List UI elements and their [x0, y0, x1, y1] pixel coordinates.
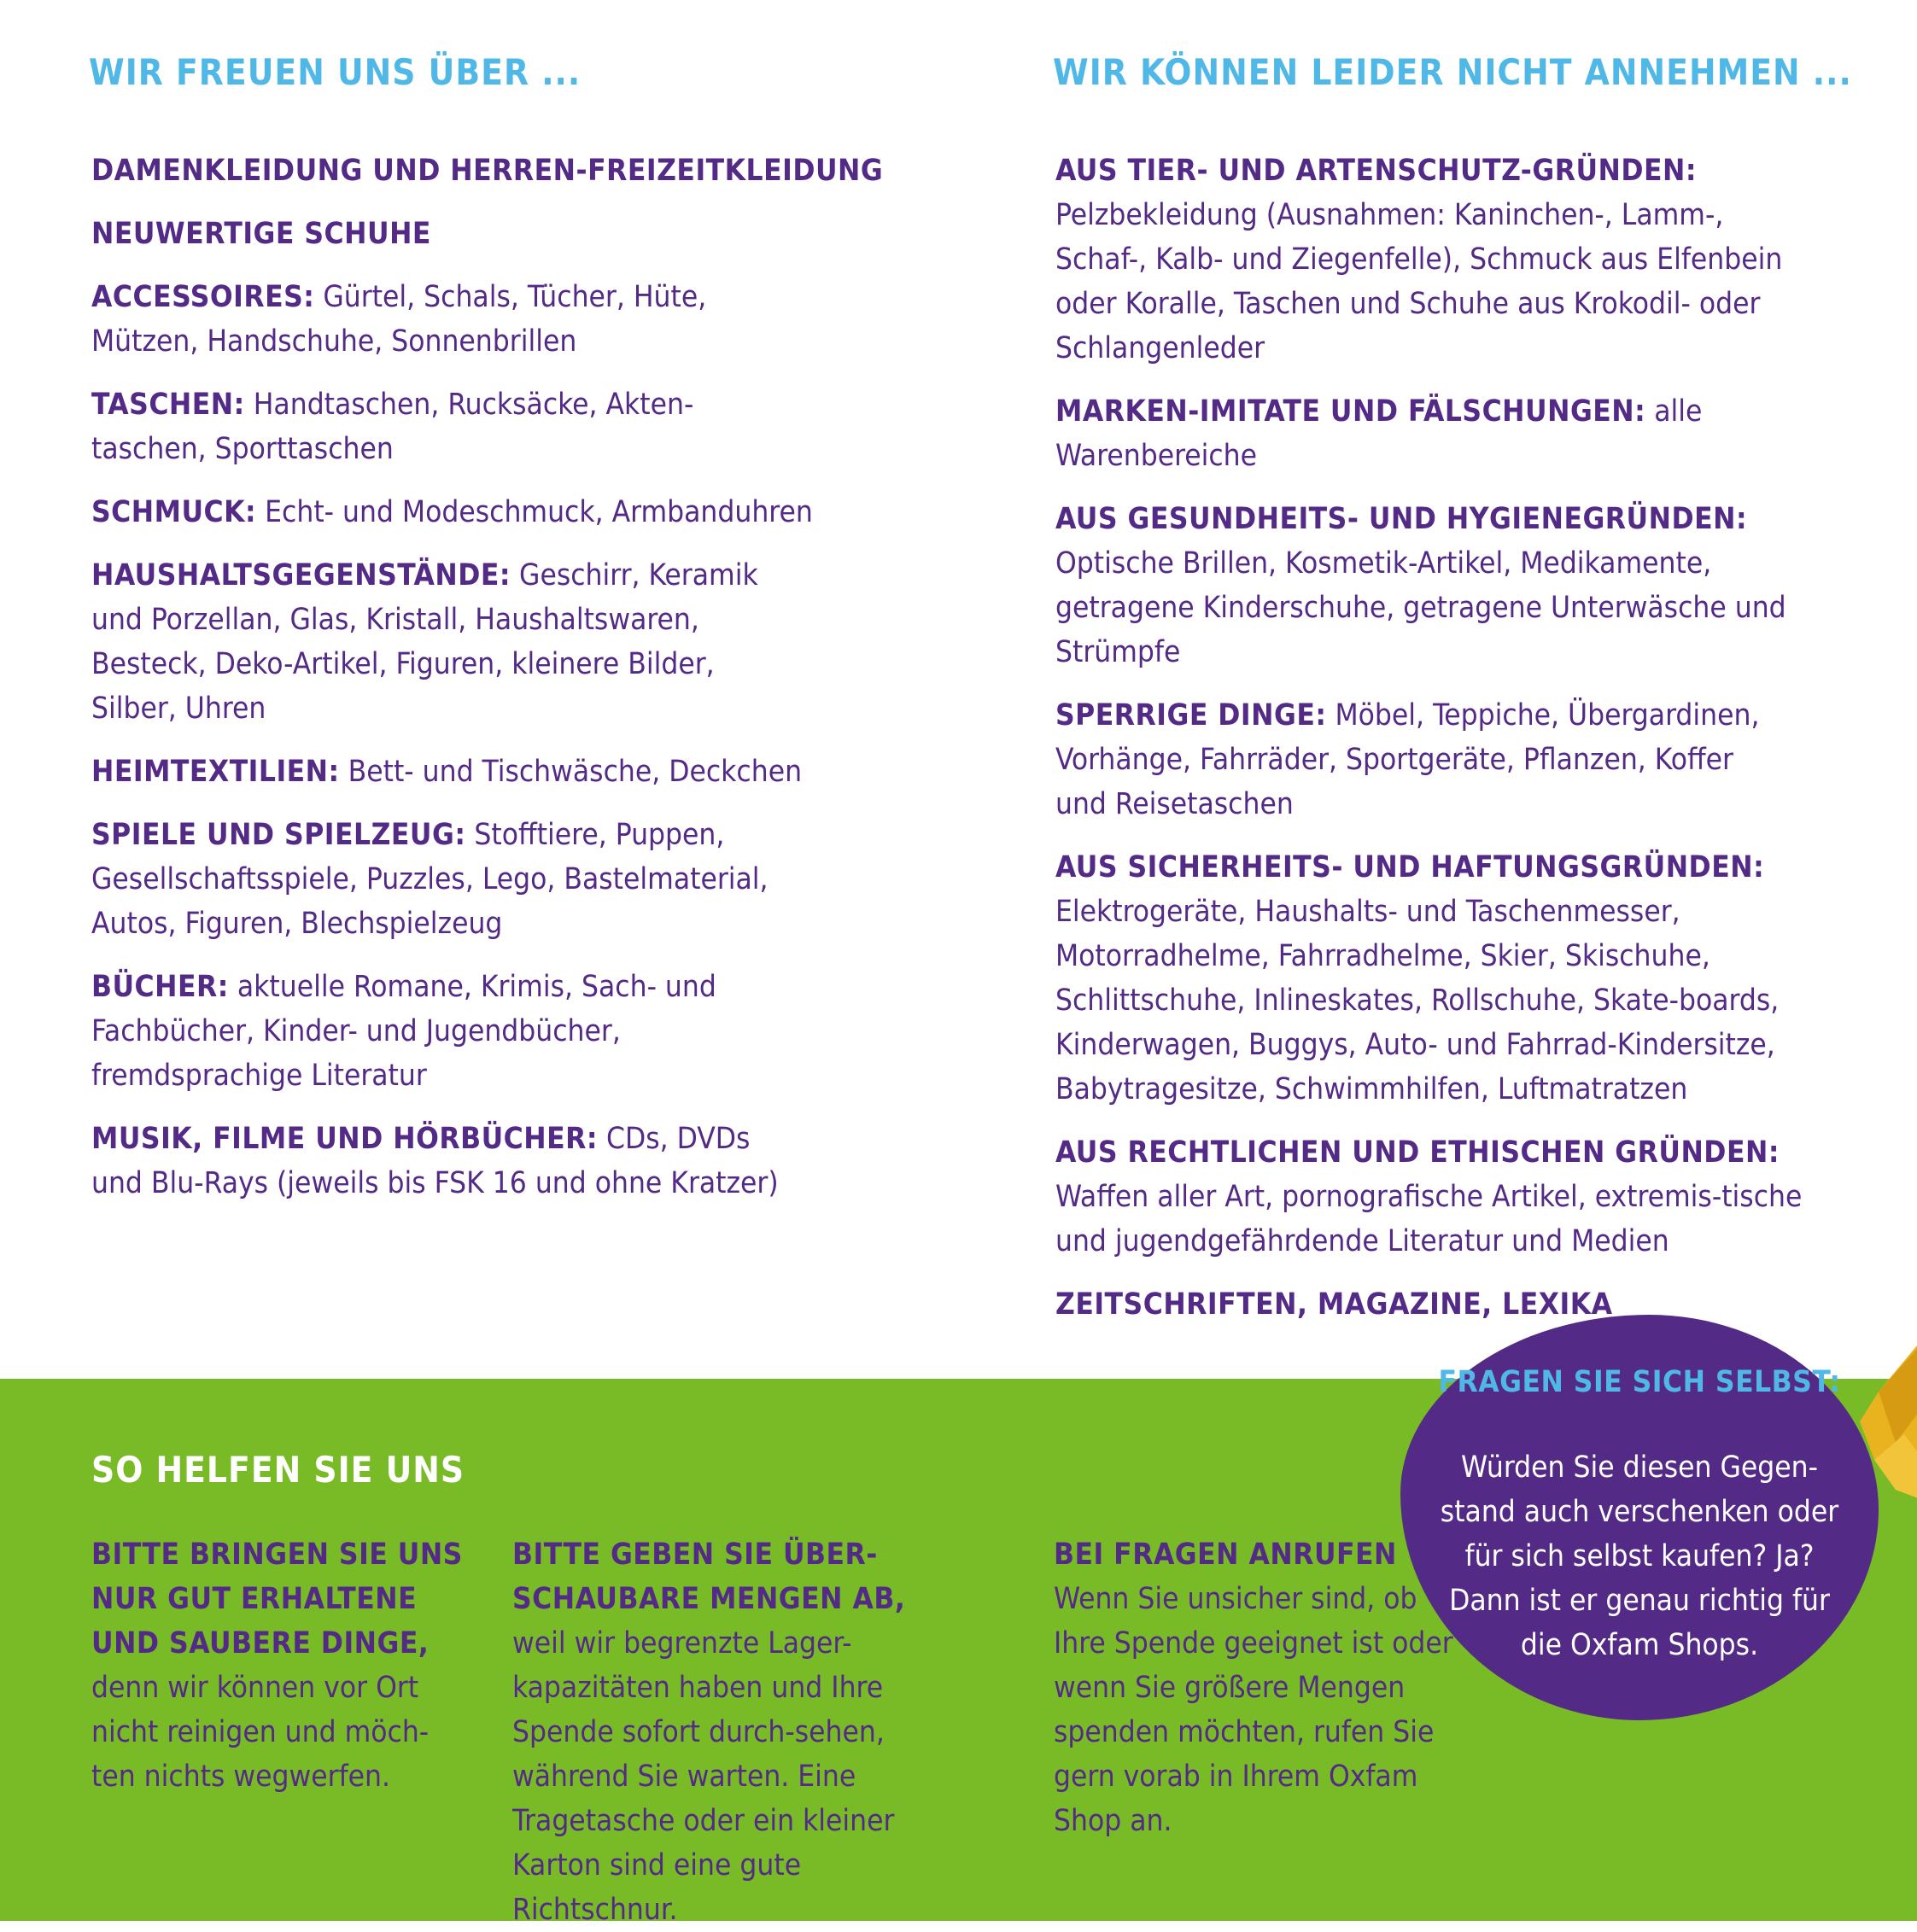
- item-label: MARKEN-IMITATE UND FÄLSCHUNGEN:: [1055, 394, 1646, 429]
- item-label: DAMENKLEIDUNG UND HERREN-FREIZEITKLEIDUNG: [91, 154, 884, 188]
- help-tip: [1054, 1532, 1464, 1843]
- item-label: AUS RECHTLICHEN UND ETHISCHEN GRÜNDEN:: [1055, 1135, 1780, 1170]
- item-label: AUS TIER- UND ARTENSCHUTZ-GRÜNDEN:: [1055, 154, 1697, 188]
- item-text: Geschirr, Keramik und Porzellan, Glas, Kristall, Haushaltswaren, Besteck, Deko-Artikel, Figuren, kleinere Bilder, Silber, Uhren: [91, 558, 758, 726]
- tip-label: BITTE BRINGEN SIE UNS NUR GUT ERHALTENE UND SAUBERE DINGE,: [91, 1538, 463, 1661]
- item-text: Gürtel, Schals, Tücher, Hüte, Mützen, Handschuhe, Sonnenbrillen: [91, 280, 707, 359]
- accepted-item: [91, 813, 860, 946]
- rejected-item: [1055, 1282, 1907, 1327]
- item-text: Waffen aller Art, pornografische Artikel, extremis-tische und jugendgefährdende Literatur und Medien: [1055, 1180, 1803, 1258]
- rejected-heading: WIR KÖNNEN LEIDER NICHT ANNEHMEN ...: [1053, 51, 1852, 93]
- item-text: Echt- und Modeschmuck, Armbanduhren: [256, 495, 813, 529]
- accepted-item: [91, 149, 960, 193]
- tip-text: denn wir können vor Ort nicht reinigen und möch-ten nichts wegwerfen.: [91, 1671, 430, 1794]
- accepted-item: [91, 382, 740, 471]
- item-label: ACCESSOIRES:: [91, 280, 315, 314]
- item-label: AUS GESUNDHEITS- UND HYGIENEGRÜNDEN:: [1055, 502, 1748, 536]
- rejected-item: [1055, 497, 1824, 674]
- rejected-items-column: [1053, 50, 1907, 1345]
- rejected-item: [1055, 1130, 1832, 1264]
- item-label: TASCHEN:: [91, 388, 245, 422]
- accepted-item: [91, 490, 960, 534]
- item-label: AUS SICHERHEITS- UND HAFTUNGSGRÜNDEN:: [1055, 850, 1765, 884]
- accepted-heading: WIR FREUEN UNS ÜBER ...: [89, 51, 582, 93]
- item-label: SPIELE UND SPIELZEUG:: [91, 818, 466, 852]
- accepted-item: [91, 965, 774, 1098]
- tip-label: BITTE GEBEN SIE ÜBER-SCHAUBARE MENGEN AB,: [512, 1538, 906, 1616]
- item-label: HEIMTEXTILIEN:: [91, 755, 340, 789]
- item-label: ZEITSCHRIFTEN, MAGAZINE, LEXIKA: [1055, 1287, 1613, 1322]
- help-tip: [91, 1532, 467, 1799]
- item-text: Handtaschen, Rucksäcke, Akten-taschen, Sporttaschen: [91, 388, 694, 466]
- item-text: Möbel, Teppiche, Übergardinen, Vorhänge, Fahrräder, Sportgeräte, Pflanzen, Koffer und Reisetaschen: [1055, 698, 1760, 821]
- rejected-item: [1055, 389, 1704, 478]
- bubble-title: FRAGEN SIE SICH SELBST:: [1438, 1365, 1841, 1399]
- tip-label: BEI FRAGEN ANRUFEN: [1054, 1538, 1397, 1572]
- accepted-item: [91, 275, 740, 364]
- accepted-item: [91, 750, 960, 794]
- accepted-items-column: [89, 50, 960, 1224]
- help-tip: [512, 1532, 914, 1932]
- question-bubble: [1400, 1315, 1879, 1720]
- item-text: alle Warenbereiche: [1055, 394, 1703, 473]
- item-text: Optische Brillen, Kosmetik-Artikel, Medikamente, getragene Kinderschuhe, getragene Unterwäsche und Strümpfe: [1055, 546, 1786, 669]
- item-text: Bett- und Tischwäsche, Deckchen: [339, 755, 803, 789]
- rejected-item: [1055, 149, 1790, 371]
- help-section-title: SO HELFEN SIE UNS: [91, 1449, 465, 1491]
- item-text: Stofftiere, Puppen, Gesellschaftsspiele, Puzzles, Lego, Bastelmaterial, Autos, Figuren, Blechspielzeug: [91, 818, 769, 941]
- item-text: Elektrogeräte, Haushalts- und Taschenmesser, Motorradhelme, Fahrradhelme, Skier, Skischuhe, Schlittschuhe, Inlineskates, Rollschuhe, Skate-boards, Kinderwagen, Buggys, Auto- und Fahrrad-Kindersitze, Babytragesitze, Schwimmhilfen, Luftmatratzen: [1055, 895, 1780, 1106]
- accepted-item: [91, 553, 792, 731]
- tip-text: Wenn Sie unsicher sind, ob Ihre Spende geeignet ist oder wenn Sie größere Mengen spenden möchten, rufen Sie gern vorab in Ihrem Oxfam Shop an.: [1054, 1582, 1453, 1838]
- item-text: CDs, DVDs und Blu-Rays (jeweils bis FSK 16 und ohne Kratzer): [91, 1122, 779, 1200]
- item-text: aktuelle Romane, Krimis, Sach- und Fachbücher, Kinder- und Jugendbücher, fremdsprachige Literatur: [91, 970, 716, 1093]
- item-text: Pelzbekleidung (Ausnahmen: Kaninchen-, Lamm-, Schaf-, Kalb- und Ziegenfelle), Schmuck aus Elfenbein oder Koralle, Taschen und Schuhe aus Krokodil- oder Schlangenleder: [1055, 198, 1783, 365]
- bubble-text: Würden Sie diesen Gegen-stand auch verschenken oder für sich selbst kaufen? Ja? Dann ist er genau richtig für die Oxfam Shops.: [1440, 1450, 1839, 1662]
- accepted-item: [91, 1117, 792, 1205]
- item-label: MUSIK, FILME UND HÖRBÜCHER:: [91, 1122, 598, 1156]
- accepted-item: [91, 212, 960, 256]
- item-label: NEUWERTIGE SCHUHE: [91, 217, 431, 251]
- item-label: BÜCHER:: [91, 970, 229, 1004]
- item-label: HAUSHALTSGEGENSTÄNDE:: [91, 558, 511, 592]
- rejected-item: [1055, 693, 1790, 826]
- item-label: SPERRIGE DINGE:: [1055, 698, 1327, 733]
- item-label: SCHMUCK:: [91, 495, 257, 529]
- tip-text: weil wir begrenzte Lager-kapazitäten haben und Ihre Spende sofort durch-sehen, während Sie warten. Eine Tragetasche oder ein kleiner Karton sind eine gute Richtschnur.: [512, 1626, 895, 1927]
- rejected-item: [1055, 845, 1807, 1112]
